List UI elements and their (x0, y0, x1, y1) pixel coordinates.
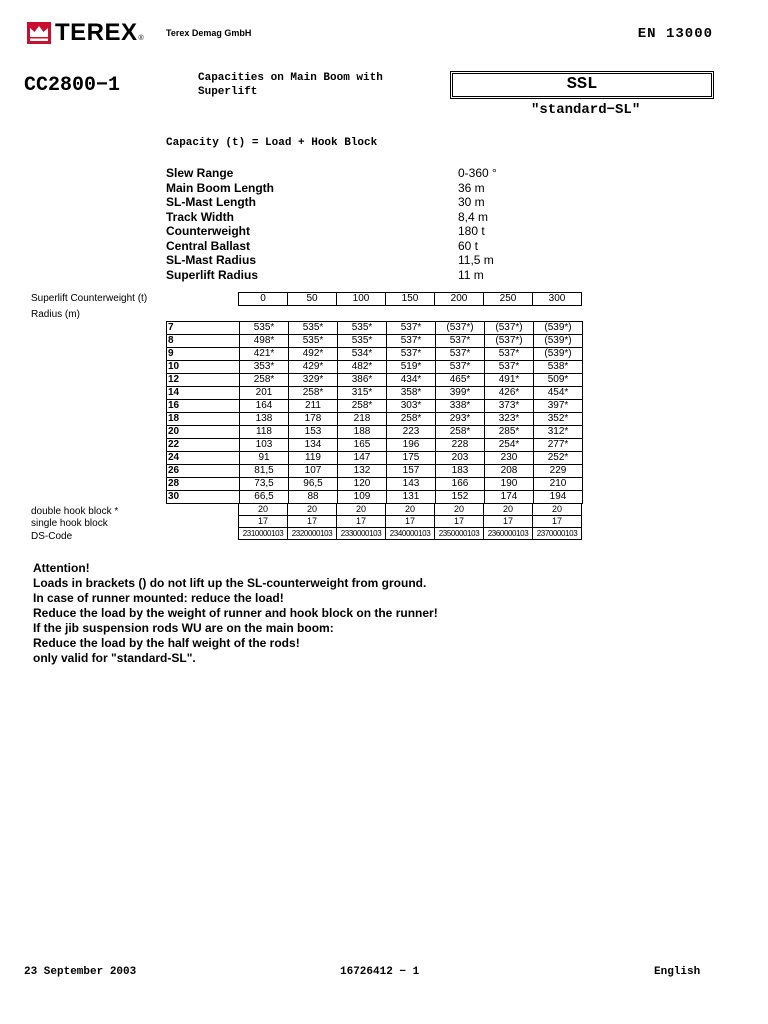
single-hook-row (239, 516, 582, 528)
capacity-cell: 426* (485, 387, 534, 400)
hook-cell: 17 (484, 516, 533, 528)
spec-value: 11,5 m (458, 253, 494, 267)
capacity-cell: 228 (436, 439, 485, 452)
counterweight-header-table (238, 292, 582, 306)
spec-value: 8,4 m (458, 209, 489, 224)
load-chart-table (166, 321, 583, 504)
spec-value: 60 t (458, 238, 479, 253)
capacity-cell: 223 (387, 426, 436, 439)
table-row (167, 322, 583, 335)
note-line: Reduce the load by the weight of runner and hook block on the runner! (33, 606, 438, 620)
capacity-cell: 178 (289, 413, 338, 426)
note-line: Loads in brackets () do not lift up the SL-counterweight from ground. (33, 576, 427, 590)
capacity-cell: 201 (240, 387, 289, 400)
capacity-cell: 258* (240, 374, 289, 387)
hook-cell: 17 (386, 516, 435, 528)
capacity-cell: 509* (534, 374, 583, 387)
spec-label: SL-Mast Radius (166, 253, 257, 267)
capacity-cell: 537* (436, 361, 485, 374)
capacity-cell: 258* (289, 387, 338, 400)
spec-label: Superlift Radius (166, 267, 259, 282)
ds-code-cell: 2350000103 (435, 528, 484, 540)
table-row (167, 387, 583, 400)
radius-cell: 10 (167, 361, 240, 374)
table-row (167, 452, 583, 465)
capacity-cell: 537* (485, 361, 534, 374)
note-line: only valid for "standard-SL". (33, 651, 196, 665)
config-code: SSL (566, 75, 598, 94)
radius-cell: 22 (167, 439, 240, 452)
capacity-cell: 537* (485, 348, 534, 361)
capacity-cell: 338* (436, 400, 485, 413)
double-hook-row (239, 504, 582, 516)
hook-cell: 17 (288, 516, 337, 528)
cw-header-cell: 150 (386, 293, 435, 306)
hook-cell: 17 (533, 516, 582, 528)
radius-cell: 26 (167, 465, 240, 478)
spec-label: SL-Mast Length (166, 195, 256, 209)
capacity-cell: 323* (485, 413, 534, 426)
capacity-cell: 73,5 (240, 478, 289, 491)
radius-cell: 9 (167, 348, 240, 361)
capacity-cell: (537*) (436, 322, 485, 335)
capacity-cell: 373* (485, 400, 534, 413)
radius-cell: 24 (167, 452, 240, 465)
counterweight-row (239, 293, 582, 306)
capacity-cell: 329* (289, 374, 338, 387)
capacity-cell: 188 (338, 426, 387, 439)
radius-cell: 30 (167, 491, 240, 504)
capacity-cell: (537*) (485, 322, 534, 335)
table-row (167, 478, 583, 491)
hook-cell: 17 (239, 516, 288, 528)
ds-code-cell: 2370000103 (533, 528, 582, 540)
spec-label: Counterweight (166, 224, 250, 238)
capacity-cell: 230 (485, 452, 534, 465)
ds-code-label: DS-Code (31, 531, 73, 542)
table-row (167, 413, 583, 426)
capacity-cell: 421* (240, 348, 289, 361)
hook-cell: 20 (533, 504, 582, 516)
hook-cell: 20 (386, 504, 435, 516)
capacity-cell: 194 (534, 491, 583, 504)
capacity-cell: 534* (338, 348, 387, 361)
capacity-cell: 258* (387, 413, 436, 426)
capacity-cell: (537*) (485, 335, 534, 348)
capacity-cell: (539*) (534, 322, 583, 335)
company-name: Terex Demag GmbH (166, 28, 252, 38)
radius-cell: 18 (167, 413, 240, 426)
hook-cell: 20 (288, 504, 337, 516)
capacity-cell: 152 (436, 491, 485, 504)
ds-code-cell: 2310000103 (239, 528, 288, 540)
capacity-cell: 203 (436, 452, 485, 465)
cw-header-cell: 100 (337, 293, 386, 306)
table-row (167, 465, 583, 478)
capacity-cell: 107 (289, 465, 338, 478)
capacity-cell: 183 (436, 465, 485, 478)
capacity-cell: 132 (338, 465, 387, 478)
table-row (167, 348, 583, 361)
capacity-cell: 91 (240, 452, 289, 465)
cw-header-cell: 0 (239, 293, 288, 306)
capacity-cell: 147 (338, 452, 387, 465)
ds-code-cell: 2330000103 (337, 528, 386, 540)
capacity-cell: 535* (338, 335, 387, 348)
capacity-cell: 208 (485, 465, 534, 478)
footer-doc-number: 16726412 − 1 (340, 966, 420, 978)
radius-cell: 16 (167, 400, 240, 413)
config-name: "standard−SL" (531, 102, 641, 118)
hook-cell: 17 (337, 516, 386, 528)
single-hook-label: single hook block (31, 518, 108, 529)
capacity-cell: 537* (387, 348, 436, 361)
capacity-cell: 538* (534, 361, 583, 374)
capacity-cell: 118 (240, 426, 289, 439)
standard-code: EN 13000 (637, 26, 713, 42)
note-line: In case of runner mounted: reduce the load! (33, 591, 284, 605)
capacity-cell: 153 (289, 426, 338, 439)
notes (33, 561, 438, 666)
capacity-cell: 138 (240, 413, 289, 426)
capacity-cell: 119 (289, 452, 338, 465)
capacity-cell: 81,5 (240, 465, 289, 478)
capacity-cell: 498* (240, 335, 289, 348)
radius-cell: 28 (167, 478, 240, 491)
terex-logo (27, 20, 144, 46)
config-code-box (450, 71, 714, 99)
capacity-cell: 535* (289, 322, 338, 335)
capacity-cell: 254* (485, 439, 534, 452)
capacity-cell: 258* (338, 400, 387, 413)
crane-model: CC2800−1 (24, 74, 121, 97)
capacity-cell: 103 (240, 439, 289, 452)
capacity-cell: 166 (436, 478, 485, 491)
cw-header-cell: 200 (435, 293, 484, 306)
footer-date: 23 September 2003 (24, 966, 137, 978)
double-hook-label: double hook block * (31, 506, 119, 517)
capacity-cell: 492* (289, 348, 338, 361)
capacity-cell: 386* (338, 374, 387, 387)
capacity-cell: 66,5 (240, 491, 289, 504)
spec-label: Central Ballast (166, 238, 251, 253)
hook-cell: 20 (484, 504, 533, 516)
radius-cell: 12 (167, 374, 240, 387)
capacity-cell: 174 (485, 491, 534, 504)
capacity-cell: 210 (534, 478, 583, 491)
capacity-cell: 491* (485, 374, 534, 387)
capacity-cell: 537* (436, 335, 485, 348)
capacity-cell: 454* (534, 387, 583, 400)
table-row (167, 361, 583, 374)
capacity-cell: 134 (289, 439, 338, 452)
capacity-cell: 143 (387, 478, 436, 491)
cw-header-cell: 300 (533, 293, 582, 306)
radius-cell: 20 (167, 426, 240, 439)
capacity-cell: 131 (387, 491, 436, 504)
table-row (167, 374, 583, 387)
footer-language: English (654, 966, 701, 978)
capacity-cell: 399* (436, 387, 485, 400)
capacity-cell: 315* (338, 387, 387, 400)
document-subtitle: Capacities on Main Boom with Superlift (198, 72, 383, 98)
capacity-cell: (539*) (534, 335, 583, 348)
note-line: If the jib suspension rods WU are on the main boom: (33, 621, 334, 635)
radius-cell: 8 (167, 335, 240, 348)
capacity-cell: 429* (289, 361, 338, 374)
capacity-cell: 535* (338, 322, 387, 335)
capacity-cell: 190 (485, 478, 534, 491)
spec-label: Track Width (166, 209, 234, 224)
capacity-cell: 482* (338, 361, 387, 374)
spec-value: 0-360 ° (458, 166, 497, 180)
capacity-cell: 293* (436, 413, 485, 426)
spec-value: 36 m (458, 180, 485, 195)
terex-crown-icon (27, 22, 51, 44)
capacity-cell: 537* (387, 335, 436, 348)
radius-cell: 14 (167, 387, 240, 400)
capacity-cell: 303* (387, 400, 436, 413)
cw-header-cell: 250 (484, 293, 533, 306)
spec-label: Main Boom Length (166, 180, 274, 195)
table-row (167, 335, 583, 348)
ds-code-cell: 2360000103 (484, 528, 533, 540)
capacity-cell: 165 (338, 439, 387, 452)
cw-header-cell: 50 (288, 293, 337, 306)
ds-code-cell: 2320000103 (288, 528, 337, 540)
cw-label: Superlift Counterweight (t) (31, 293, 148, 304)
hook-cell: 17 (435, 516, 484, 528)
radius-cell: 7 (167, 322, 240, 335)
hook-cell: 20 (337, 504, 386, 516)
capacity-cell: 164 (240, 400, 289, 413)
table-row (167, 426, 583, 439)
capacity-cell: 352* (534, 413, 583, 426)
capacity-cell: 519* (387, 361, 436, 374)
radius-label: Radius (m) (31, 309, 80, 320)
spec-value: 180 t (458, 224, 485, 238)
capacity-cell: 252* (534, 452, 583, 465)
capacity-definition: Capacity (t) = Load + Hook Block (166, 137, 378, 149)
spec-value: 30 m (458, 195, 485, 209)
capacity-cell: 537* (387, 322, 436, 335)
capacity-cell: (539*) (534, 348, 583, 361)
capacity-cell: 211 (289, 400, 338, 413)
capacity-cell: 537* (436, 348, 485, 361)
capacity-cell: 258* (436, 426, 485, 439)
capacity-cell: 229 (534, 465, 583, 478)
note-line: Reduce the load by the half weight of the rods! (33, 636, 300, 650)
capacity-cell: 312* (534, 426, 583, 439)
table-row (167, 439, 583, 452)
capacity-cell: 96,5 (289, 478, 338, 491)
spec-value: 11 m (458, 267, 484, 282)
capacity-cell: 88 (289, 491, 338, 504)
capacity-cell: 434* (387, 374, 436, 387)
capacity-cell: 277* (534, 439, 583, 452)
table-row (167, 491, 583, 504)
capacity-cell: 535* (240, 322, 289, 335)
capacity-cell: 218 (338, 413, 387, 426)
ds-code-cell: 2340000103 (386, 528, 435, 540)
capacity-cell: 397* (534, 400, 583, 413)
capacity-cell: 358* (387, 387, 436, 400)
hook-cell: 20 (239, 504, 288, 516)
capacity-cell: 157 (387, 465, 436, 478)
table-row (167, 400, 583, 413)
capacity-cell: 120 (338, 478, 387, 491)
brand-name: TEREX (55, 19, 138, 46)
note-line: Attention! (33, 561, 90, 575)
capacity-cell: 353* (240, 361, 289, 374)
spec-label: Slew Range (166, 166, 234, 180)
capacity-cell: 285* (485, 426, 534, 439)
capacity-cell: 109 (338, 491, 387, 504)
capacity-cell: 175 (387, 452, 436, 465)
ds-code-row (239, 528, 582, 540)
capacity-cell: 465* (436, 374, 485, 387)
registered-mark: ® (138, 34, 144, 42)
hook-block-table (238, 503, 582, 540)
capacity-cell: 196 (387, 439, 436, 452)
capacity-cell: 535* (289, 335, 338, 348)
hook-cell: 20 (435, 504, 484, 516)
